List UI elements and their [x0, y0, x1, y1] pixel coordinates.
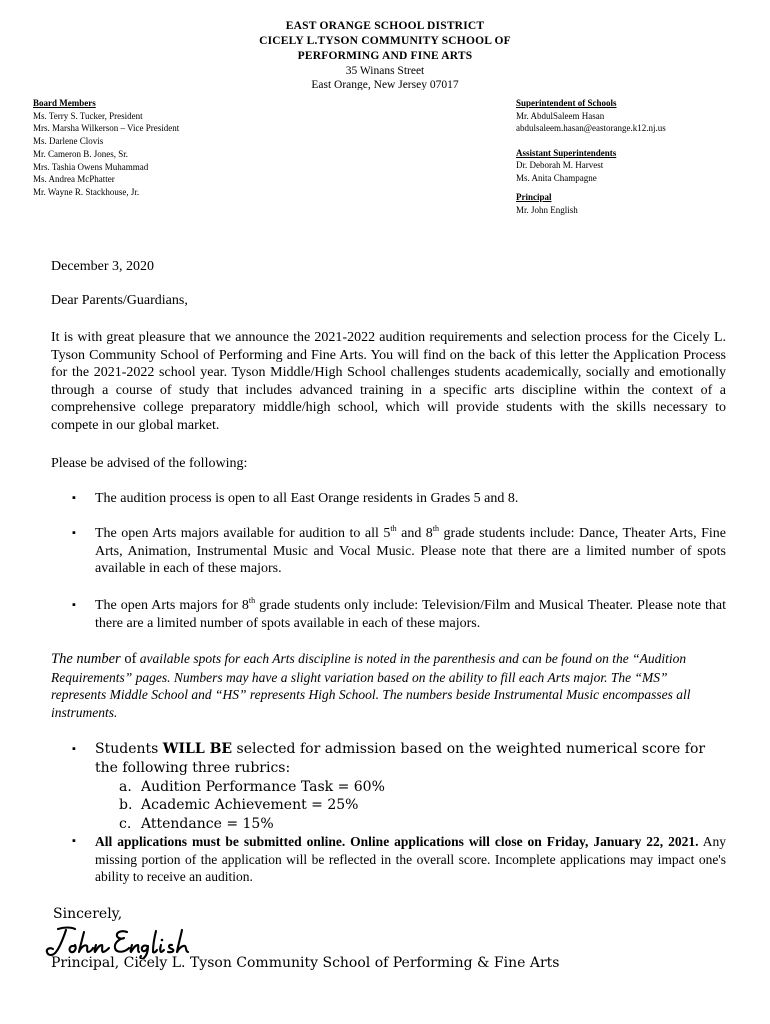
bullet-marker: ▪: [72, 743, 76, 755]
board-members: [33, 97, 179, 199]
rubric-list: [119, 778, 726, 834]
list-item: [51, 490, 726, 508]
board-member: Mr. Wayne R. Stackhouse, Jr.: [33, 186, 140, 197]
district-name: EAST ORANGE SCHOOL DISTRICT: [285, 20, 485, 32]
assistant-superintendent: Dr. Deborah M. Harvest: [516, 160, 604, 170]
city-address: East Orange, New Jersey 07017: [311, 79, 459, 90]
assistant-superintendent: Ms. Anita Champagne: [516, 172, 597, 183]
superintendent-name: Mr. AbdulSaleem Hasan: [516, 110, 605, 121]
letterhead: [0, 19, 770, 90]
board-heading: Board Members: [33, 98, 96, 108]
administration: [516, 97, 666, 216]
bullet-text: Students WILL BE selected for admission based on the weighted numerical score for the following three rubrics:: [95, 741, 706, 776]
bullet-marker: ▪: [72, 599, 76, 611]
board-member: Mrs. Tashia Owens Muhammad: [33, 161, 149, 172]
signer-title: Principal, Cicely L. Tyson Community School of Performing & Fine Arts: [51, 955, 560, 971]
rubric-item: a. Audition Performance Task = 60%: [119, 778, 385, 795]
board-member: Ms. Andrea McPhatter: [33, 174, 115, 185]
school-name-line2: PERFORMING AND FINE ARTS: [297, 50, 473, 62]
list-item: [51, 525, 726, 578]
bullet-text: The open Arts majors for 8th grade students only include: Television/Film and Musical Theater. Please note that there are a limited number of spots available in each of these majors.: [95, 596, 727, 631]
board-member: Ms. Darlene Clovis: [33, 136, 104, 147]
board-member: Mr. Cameron B. Jones, Sr.: [33, 148, 129, 159]
closing: Sincerely,: [53, 906, 123, 922]
letter-date: December 3, 2020: [51, 259, 155, 274]
bullet-marker: ▪: [72, 527, 76, 539]
superintendent-email: abdulsaleem.hasan@eastorange.k12.nj.us: [516, 123, 666, 133]
school-name-line1: CICELY L.TYSON COMMUNITY SCHOOL OF: [259, 35, 511, 47]
signature: [44, 925, 194, 959]
principal-name: Mr. John English: [516, 204, 578, 215]
bullet-marker: ▪: [72, 492, 76, 504]
availability-note: The number of available spots for each Arts discipline is noted in the parenthesis and can be found on the “Audition Requirements” pages. Numbers may have a slight variation based on the ability to fill each Arts major. The “MS” represents Middle School and “HS” represents High School. The numbers beside Instrumental Music encompasses all instruments.: [51, 651, 691, 721]
board-member: Mrs. Marsha Wilkerson – Vice President: [33, 123, 180, 134]
salutation: Dear Parents/Guardians,: [51, 293, 188, 308]
principal-heading: Principal: [516, 192, 552, 202]
street-address: 35 Winans Street: [345, 65, 425, 77]
list-item: [51, 740, 726, 834]
rubric-item: c. Attendance = 15%: [119, 816, 274, 833]
bullet-marker: ▪: [72, 835, 76, 847]
bullet-text: The open Arts majors available for audition to all 5th and 8th grade students include: Dance, Theater Arts, Fine Arts, Animation, Instrumental Music and Vocal Music. Please note that there are a limited number of spots available in each of these majors.: [95, 524, 726, 576]
assistants-heading: Assistant Superintendents: [516, 147, 617, 158]
intro-paragraph: It is with great pleasure that we announce the 2021-2022 audition requirements and selection process for the Cicely L. Tyson Community School of Performing and Fine Arts. You will find on the back of this letter the Application Process for the 2021-2022 school year. Tyson Middle/High School challenges students academically, socially and emotionally through a course of study that includes advanced training in a specific arts discipline within the context of a comprehensive college preparatory middle/high school, which will provide students with the skills necessary to compete in our global market.: [51, 330, 726, 433]
superintendent-heading: Superintendent of Schools: [516, 98, 617, 108]
bullet-text: The audition process is open to all East Orange residents in Grades 5 and 8.: [95, 491, 519, 506]
advised-line: Please be advised of the following:: [51, 456, 248, 471]
bullet-text: All applications must be submitted online. Online applications will close on Friday, January 22, 2021. Any missing portion of the application will be reflected in the overall score. Incomplete applications may impact one's ability to receive an audition.: [95, 834, 726, 884]
list-item: [51, 597, 726, 632]
rubric-item: b. Academic Achievement = 25%: [119, 797, 359, 814]
signature-icon: [44, 925, 194, 959]
board-member: Ms. Terry S. Tucker, President: [33, 110, 143, 121]
list-item: [51, 833, 726, 886]
